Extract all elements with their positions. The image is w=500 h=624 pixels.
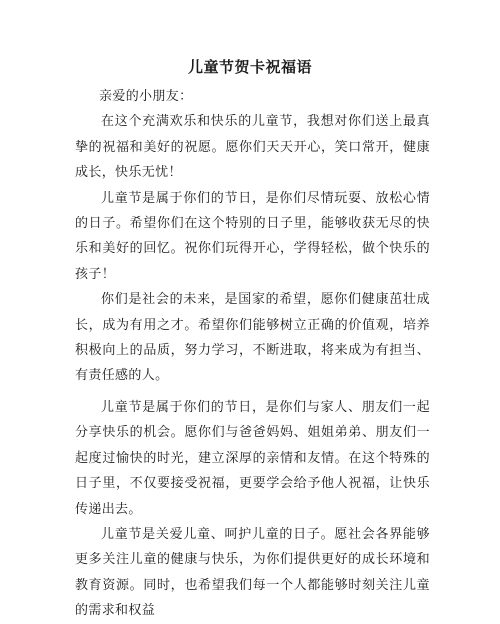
paragraph-1: 在这个充满欢乐和快乐的儿童节，我想对你们送上最真挚的祝福和美好的祝愿。愿你们天天开心，笑口常开，健康成长，快乐无忧！ — [75, 114, 430, 181]
greeting-line: 亲爱的小朋友： — [99, 89, 193, 104]
paragraph-4: 儿童节是属于你们的节日，是你们与家人、朋友们一起分享快乐的机会。愿你们与爸爸妈妈、姐姐弟弟、朋友们一起度过愉快的时光，建立深厚的亲情和友情。在这个特殊的日子里，不仅要接受祝福，更要学会给予他人祝福，让快乐传递出去。 — [75, 399, 430, 517]
document-title: 儿童节贺卡祝福语 — [187, 58, 312, 76]
paragraph-2: 儿童节是属于你们的节日，是你们尽情玩耍、放松心情的日子。希望你们在这个特别的日子里，能够收获无尽的快乐和美好的回忆。祝你们玩得开心，学得轻松，做个快乐的孩子！ — [75, 190, 430, 282]
paragraph-5: 儿童节是关爱儿童、呵护儿童的日子。愿社会各界能够更多关注儿童的健康与快乐，为你们提供更好的成长环境和教育资源。同时，也希望我们每一个人都能够时刻关注儿童的需求和权益 — [75, 526, 430, 619]
paragraph-3: 你们是社会的未来，是国家的希望，愿你们健康茁壮成长，成为有用之才。希望你们能够树立正确的价值观，培养积极向上的品质，努力学习，不断进取，将来成为有担当、有责任感的人。 — [75, 292, 430, 384]
document-body — [75, 84, 430, 624]
